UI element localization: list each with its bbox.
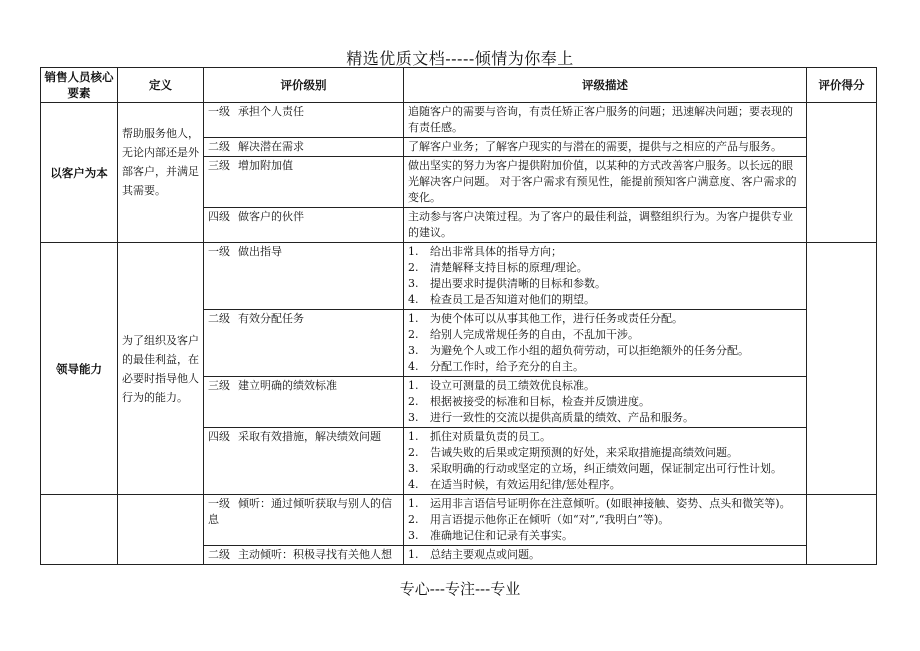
list-item: 4. 分配工作时，给予充分的自主。 bbox=[408, 360, 584, 373]
definition-text: 帮助服务他人，无论内部还是外部客户，并满足其需要。 bbox=[122, 127, 199, 197]
core-element-cell: 以客户为本 bbox=[41, 103, 118, 243]
level-number: 四级 bbox=[208, 430, 230, 443]
col-header-description: 评级描述 bbox=[404, 68, 807, 103]
list-item: 1. 总结主要观点或问题。 bbox=[408, 548, 540, 561]
level-title: 做客户的伙伴 bbox=[238, 210, 304, 223]
list-item: 4. 在适当时候，有效运用纪律/惩处程序。 bbox=[408, 478, 621, 491]
level-cell bbox=[204, 377, 404, 428]
level-number: 三级 bbox=[208, 379, 230, 392]
list-item: 2. 告诫失败的后果或定期预测的好处，来采取措施提高绩效问题。 bbox=[408, 446, 738, 459]
list-item: 1. 给出非常具体的指导方向； bbox=[408, 245, 562, 258]
level-cell bbox=[204, 495, 404, 546]
list-item: 2. 给别人完成常规任务的自由，不乱加干涉。 bbox=[408, 328, 639, 341]
list-item: 1. 抓住对质量负责的员工。 bbox=[408, 430, 551, 443]
level-title: 倾听：通过倾听获取与别人的信息 bbox=[208, 497, 392, 526]
list-item: 3. 采取明确的行动或坚定的立场，纠正绩效问题，保证制定出可行性计划。 bbox=[408, 462, 782, 475]
definition-cell bbox=[118, 495, 204, 565]
list-item: 1. 为使个体可以从事其他工作，进行任务或责任分配。 bbox=[408, 312, 683, 325]
level-number: 一级 bbox=[208, 497, 230, 510]
level-number: 二级 bbox=[208, 312, 230, 325]
list-item: 1. 运用非言语信号证明你在注意倾听。(如眼神接触、姿势、点头和微笑等)。 bbox=[408, 497, 791, 510]
criteria-list bbox=[408, 547, 802, 563]
criteria-list bbox=[408, 378, 802, 426]
criteria-list bbox=[408, 244, 802, 308]
core-element-cell: 领导能力 bbox=[41, 243, 118, 495]
description-cell bbox=[404, 310, 807, 377]
col-header-definition: 定义 bbox=[118, 68, 204, 103]
list-item: 3. 进行一致性的交流以提供高质量的绩效、产品和服务。 bbox=[408, 411, 694, 424]
level-number: 三级 bbox=[208, 159, 230, 172]
page-header: 精选优质文档-----倾情为你奉上 bbox=[346, 49, 574, 68]
level-title: 主动倾听：积极寻找有关他人想 bbox=[238, 548, 392, 561]
evaluation-table bbox=[40, 67, 877, 565]
level-cell bbox=[204, 103, 404, 138]
level-cell bbox=[204, 243, 404, 310]
list-item: 3. 准确地记住和记录有关事实。 bbox=[408, 529, 573, 542]
level-number: 二级 bbox=[208, 548, 230, 561]
level-cell bbox=[204, 208, 404, 243]
list-item: 3. 为避免个人或工作小组的超负荷劳动，可以拒绝额外的任务分配。 bbox=[408, 344, 749, 357]
level-title: 做出指导 bbox=[238, 245, 282, 258]
level-cell bbox=[204, 157, 404, 208]
description-cell bbox=[404, 377, 807, 428]
criteria-list bbox=[408, 429, 802, 493]
criteria-list bbox=[408, 496, 802, 544]
col-header-element: 销售人员核心要素 bbox=[41, 68, 118, 103]
definition-text: 为了组织及客户的最佳利益，在必要时指导他人行为的能力。 bbox=[122, 333, 199, 404]
description-cell bbox=[404, 243, 807, 310]
page-footer: 专心---专注---专业 bbox=[399, 580, 521, 598]
description-cell: 追随客户的需要与咨询，有责任矫正客户服务的问题；迅速解决问题；要表现的有责任感。 bbox=[404, 103, 807, 138]
description-cell: 了解客户业务；了解客户现实的与潜在的需要，提供与之相应的产品与服务。 bbox=[404, 138, 807, 157]
table-row bbox=[41, 103, 877, 138]
list-item: 2. 根据被接受的标准和目标，检查并反馈进度。 bbox=[408, 395, 650, 408]
table-row bbox=[41, 243, 877, 310]
list-item: 1. 设立可测量的员工绩效优良标准。 bbox=[408, 379, 595, 392]
score-cell[interactable] bbox=[807, 103, 877, 243]
level-title: 采取有效措施，解决绩效问题 bbox=[238, 430, 381, 443]
description-cell bbox=[404, 428, 807, 495]
level-cell bbox=[204, 310, 404, 377]
score-cell[interactable] bbox=[807, 495, 877, 565]
list-item: 2. 清楚解释支持目标的原理/理论。 bbox=[408, 261, 588, 274]
level-title: 增加附加值 bbox=[238, 159, 293, 172]
level-cell bbox=[204, 428, 404, 495]
level-cell bbox=[204, 138, 404, 157]
description-cell: 主动参与客户决策过程。为了客户的最佳利益，调整组织行为。为客户提供专业的建议。 bbox=[404, 208, 807, 243]
score-cell[interactable] bbox=[807, 243, 877, 495]
level-title: 解决潜在需求 bbox=[238, 140, 304, 153]
definition-cell bbox=[118, 103, 204, 243]
core-element-cell bbox=[41, 495, 118, 565]
description-cell bbox=[404, 495, 807, 546]
level-number: 二级 bbox=[208, 140, 230, 153]
table-header-row bbox=[41, 68, 877, 103]
level-number: 一级 bbox=[208, 245, 230, 258]
list-item: 4. 检查员工是否知道对他们的期望。 bbox=[408, 293, 595, 306]
list-item: 2. 用言语提示他你正在倾听（如“对”,“我明白”等)。 bbox=[408, 513, 670, 526]
col-header-score: 评价得分 bbox=[807, 68, 877, 103]
level-title: 建立明确的绩效标准 bbox=[238, 379, 337, 392]
table-row bbox=[41, 495, 877, 546]
level-title: 有效分配任务 bbox=[238, 312, 304, 325]
definition-cell bbox=[118, 243, 204, 495]
level-number: 一级 bbox=[208, 105, 230, 118]
criteria-list bbox=[408, 311, 802, 375]
description-cell: 做出坚实的努力为客户提供附加价值，以某种的方式改善客户服务。以长远的眼光解决客户问题。 对于客户需求有预见性，能提前预知客户满意度、客户需求的变化。 bbox=[404, 157, 807, 208]
description-cell bbox=[404, 546, 807, 565]
list-item: 3. 提出要求时提供清晰的目标和参数。 bbox=[408, 277, 606, 290]
level-number: 四级 bbox=[208, 210, 230, 223]
level-title: 承担个人责任 bbox=[238, 105, 304, 118]
level-cell bbox=[204, 546, 404, 565]
col-header-level: 评价级别 bbox=[204, 68, 404, 103]
